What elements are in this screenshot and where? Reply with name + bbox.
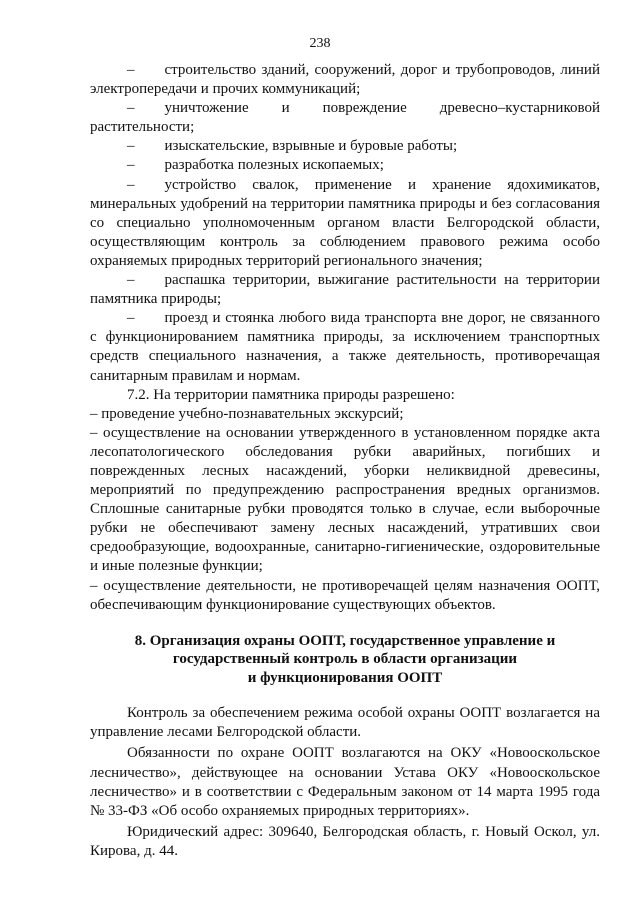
list-item: – осуществление деятельности, не противоречащей целям назначения ООПТ, обеспечивающим функционирование существующих объектов. [90,577,600,613]
list-item: – распашка территории, выжигание растительности на территории памятника природы; [90,272,600,308]
list-item: – строительство зданий, сооружений, дорог и трубопроводов, линий электропередачи и прочих коммуникаций; [90,62,600,98]
section-heading-line: государственный контроль в области организации [172,651,518,668]
section-heading [90,632,600,688]
paragraph: Контроль за обеспечением режима особой охраны ООПТ возлагается на управление лесами Белгородской области. [90,705,600,741]
allowed-intro: 7.2. На территории памятника природы разрешено: [127,386,455,403]
allowed-activities-block [90,386,600,615]
list-item: – устройство свалок, применение и хранение ядохимикатов, минеральных удобрений на территории памятника природы и без согласования со специально уполномоченным органом власти Белгородской области, осуществляющим контроль за соблюдением правового режима особо охраняемых природных территорий регионального значения; [90,176,600,269]
section-heading-line: 8. Организация охраны ООПТ, государственное управление и [134,632,556,649]
paragraph: Обязанности по охране ООПТ возлагаются на ОКУ «Новооскольское лесничество», действующее на основании Устава ОКУ «Новооскольское лесничество» и в соответствии с Федеральным законом от 14 марта 1995 года № 33-ФЗ «Об особо охраняемых природных территориях». [90,745,600,819]
page-number: 238 [309,36,331,51]
list-item: – проведение учебно-познавательных экскурсий; [90,405,404,422]
section-heading-line: и функционирования ООПТ [247,669,443,686]
list-item: – разработка полезных ископаемых; [127,157,384,174]
section-body [90,704,600,861]
prohibited-activities-list [90,61,600,386]
document-body [90,61,600,861]
list-item: – уничтожение и повреждение древесно–кустарниковой растительности; [90,100,600,136]
paragraph: Юридический адрес: 309640, Белгородская область, г. Новый Оскол, ул. Кирова, д. 44. [90,823,600,859]
list-item: – проезд и стоянка любого вида транспорта вне дорог, не связанного с функционированием памятника природы, за исключением транспортных средств специального назначения, а также деятельность, противоречащая санитарным правилам и нормам. [90,310,600,384]
list-item: – осуществление на основании утвержденного в установленном порядке акта лесопатологического обследования рубки аварийных, погибших и поврежденных лесных насаждений, уборки неликвидной древесины, мероприятий по предупреждению распространения вредных организмов. Сплошные санитарные рубки проводятся только в случае, если выборочные рубки не обеспечивают замену лесных насаждений, утративших свои средообразующие, водоохранные, санитарно-гигиенические, оздоровительные и иные полезные функции; [90,424,600,575]
list-item: – изыскательские, взрывные и буровые работы; [127,138,458,155]
